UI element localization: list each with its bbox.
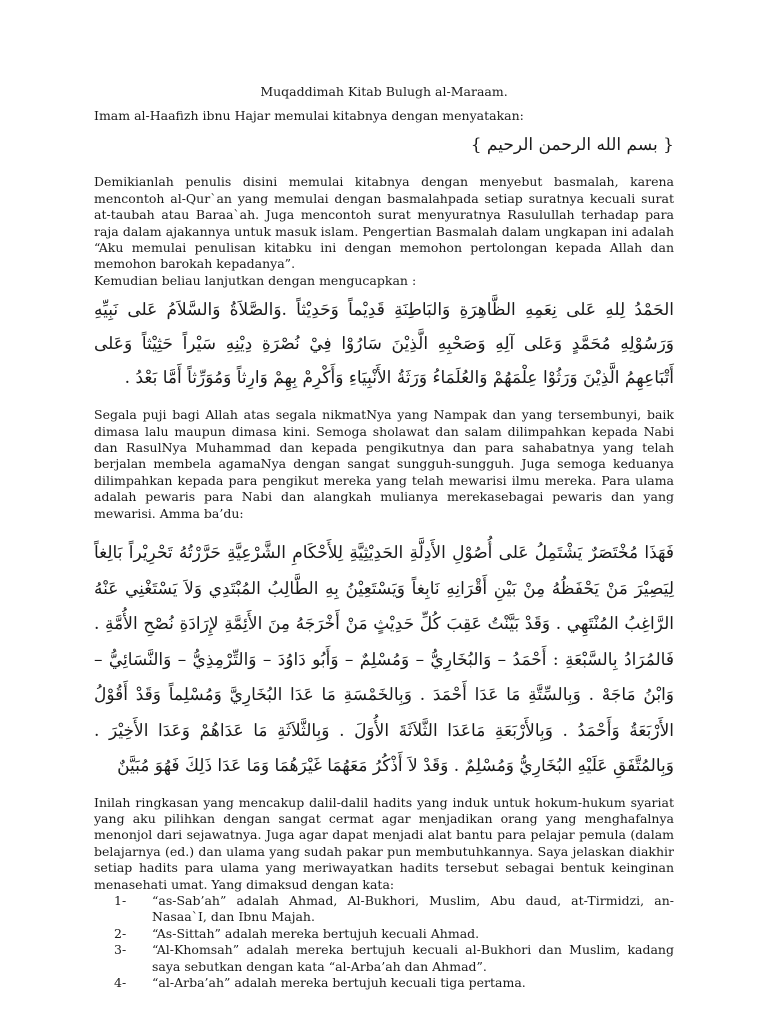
- definitions-list: [94, 893, 674, 991]
- list-item-text: “as-Sab’ah” adalah Ahmad, Al-Bukhori, Muslim, Abu daud, at-Tirmidzi, an-Nasaa`I, dan Ibnu Majah.: [152, 893, 674, 925]
- basmala-arabic: { بسم الله الرحمن الرحيم }: [470, 135, 674, 156]
- list-item: [94, 893, 674, 926]
- paragraph-praise-translation: Segala puji bagi Allah atas segala nikmatNya yang Nampak dan yang tersembunyi, baik dimasa lalu maupun dimasa kini. Semoga sholawat dan salam dilimpahkan kepada Nabi dan RasulNya Muhammad dan kepada pengikutnya dan para sahabatnya yang telah berjalan membela agamaNya dengan sangat sungguh-sungguh. Juga semoga keduanya dilimpahkan kepada para pengikut mereka yang telah mewarisi ilmu mereka. Para ulama adalah pewaris para Nabi dan alangkah mulianya merekasebagai pewaris dan yang mewarisi. Amma ba’du:: [94, 407, 674, 521]
- list-item: [94, 926, 674, 942]
- list-item-text: “al-Arba’ah” adalah mereka bertujuh kecuali tiga pertama.: [152, 975, 526, 991]
- list-item-number: 2-: [114, 925, 127, 941]
- list-item: [94, 942, 674, 975]
- arabic-introduction-passage: فَهَذَا مُخْتَصَرٌ يَشْتَمِلُ عَلى أُصُوْلِ الأَدِلَّةِ الحَدِيْثِيَّةِ لِلأَحْكَامِ الشَّرْعِيَّةِ حَرَّرْتُهُ تَحْرِيْراً بَالِغاً لِيَصِيْرَ مَنْ يَحْفَظُهُ مِنْ بَيْنِ أَقْرَانِهِ نَابِغاً وَيَسْتَعِيْنُ بِهِ الطَّالِبُ المُبْتَدِي وَلاَ يَسْتَغْنِي عَنْهُ الرَّاغِبُ المُنْتَهِي . وَقَدْ بَيَّنْتُ عَقِبَ كُلِّ حَدِيْثٍ مَنْ أَخْرَجَهُ مِنَ الأَئِمَّةِ لإِرَادَةِ نُصْحِ الأُمَّةِ . فَالمُرَادُ بِالسَّبْعَةِ : أَحْمَدُ – وَالبُخَارِيُّ – وَمُسْلِمٌ – وَأَبُو دَاوُدَ – وَالتِّرْمِذِيُّ – وَالنَّسَائِيُّ – وَابْنُ مَاجَهْ . وَبِالسِّتَّةِ مَا عَدَا أَحْمَدَ . وَبِالخَمْسَةِ مَا عَدَا البُخَارِيَّ وَمُسْلِماً وَقَدْ أَقُوْلُ الأَرْبَعَةُ وَأَحْمَدُ . وَبِالأَرْبَعَةِ مَاعَدَا الثَّلاَثَةَ الأُوَلَ . وَبِالثَّلاَثَةِ مَا عَدَاهُمْ وَعَدَا الأَخِيْرَ . وَبِالمُتَّفَقِ عَلَيْهِ البُخَارِيُّ وَمُسْلِمٌ . وَقَدْ لاَ أَذْكُرُ مَعَهُمَا غَيْرَهُمَا وَمَا عَدَا ذَلِكَ فَهُوَ مُبَيَّنٌ: [94, 543, 674, 777]
- paragraph-continuation: Kemudian beliau lanjutkan dengan mengucapkan :: [94, 272, 417, 288]
- list-item-number: 3-: [114, 942, 127, 958]
- paragraph-basmalah-explanation: Demikianlah penulis disini memulai kitabnya dengan menyebut basmalah, karena mencontoh al-Qur`an yang memulai dengan basmalahpada setiap suratnya kecuali surat at-taubah atau Baraa`ah. Juga mencontoh surat menyuratnya Rasulullah terhadap para raja dalam ajakannya untuk masuk islam. Pengertian Basmalah dalam ungkapan ini adalah “Aku memulai penulisan kitabku ini dengan memohon pertolongan kepada Allah dan memohon barokah kepadanya”.: [94, 174, 674, 272]
- list-item-text: “Al-Khomsah” adalah mereka bertujuh kecuali al-Bukhori dan Muslim, kadang saya sebutkan dengan kata “al-Arba’ah dan Ahmad”.: [152, 942, 674, 974]
- list-item: [94, 975, 674, 991]
- arabic-hamdalah-passage: الحَمْدُ لِلهِ عَلى نِعَمِهِ الظَّاهِرَةِ وَالبَاطِنَةِ قَدِيْماً وَحَدِيْثاً .وَالصَّلاَةُ وَالسَّلاَمُ عَلى نَبِيِّهِ وَرَسُوْلِهِ مُحَمَّدٍ وَعَلى آلِهِ وَصَحْبِهِ الَّذِيْنَ سَارُوْا فِيْ نُصْرَةِ دِيْنِهِ سَيْراً حَثِيْثاً وَعَلى أَتْبَاعِهِمُ الَّذِيْنَ وَرَثُوْا عِلْمَهُمْ وَالعُلَمَاءُ وَرَثَةُ الأَنْبِيَاءِ وَأَكْرِمْ بِهِمْ وَارِثاً وَمُوَرِّثاً أَمَّا بَعْدُ .: [94, 300, 674, 389]
- list-item-text: “As-Sittah” adalah mereka bertujuh kecuali Ahmad.: [152, 925, 480, 941]
- paragraph-summary-translation: Inilah ringkasan yang mencakup dalil-dalil hadits yang induk untuk hokum-hukum syariat yang aku pilihkan dengan sangat cermat agar menjadikan orang yang menghafalnya menonjol dari sejawatnya. Juga agar dapat menjadi alat bantu para pelajar pemula (dalam belajarnya (ed.) dan ulama yang sudah pakar pun membutuhkannya. Saya jelaskan diakhir setiap hadits para ulama yang meriwayatkan hadits tersebut sebagai bentuk keinginan menasehati umat. Yang dimaksud dengan kata:: [94, 794, 674, 892]
- list-item-number: 1-: [114, 893, 127, 909]
- intro-line: Imam al-Haafizh ibnu Hajar memulai kitabnya dengan menyatakan:: [94, 108, 524, 123]
- list-item-number: 4-: [114, 975, 127, 991]
- document-title: Muqaddimah Kitab Bulugh al-Maraam.: [260, 84, 508, 99]
